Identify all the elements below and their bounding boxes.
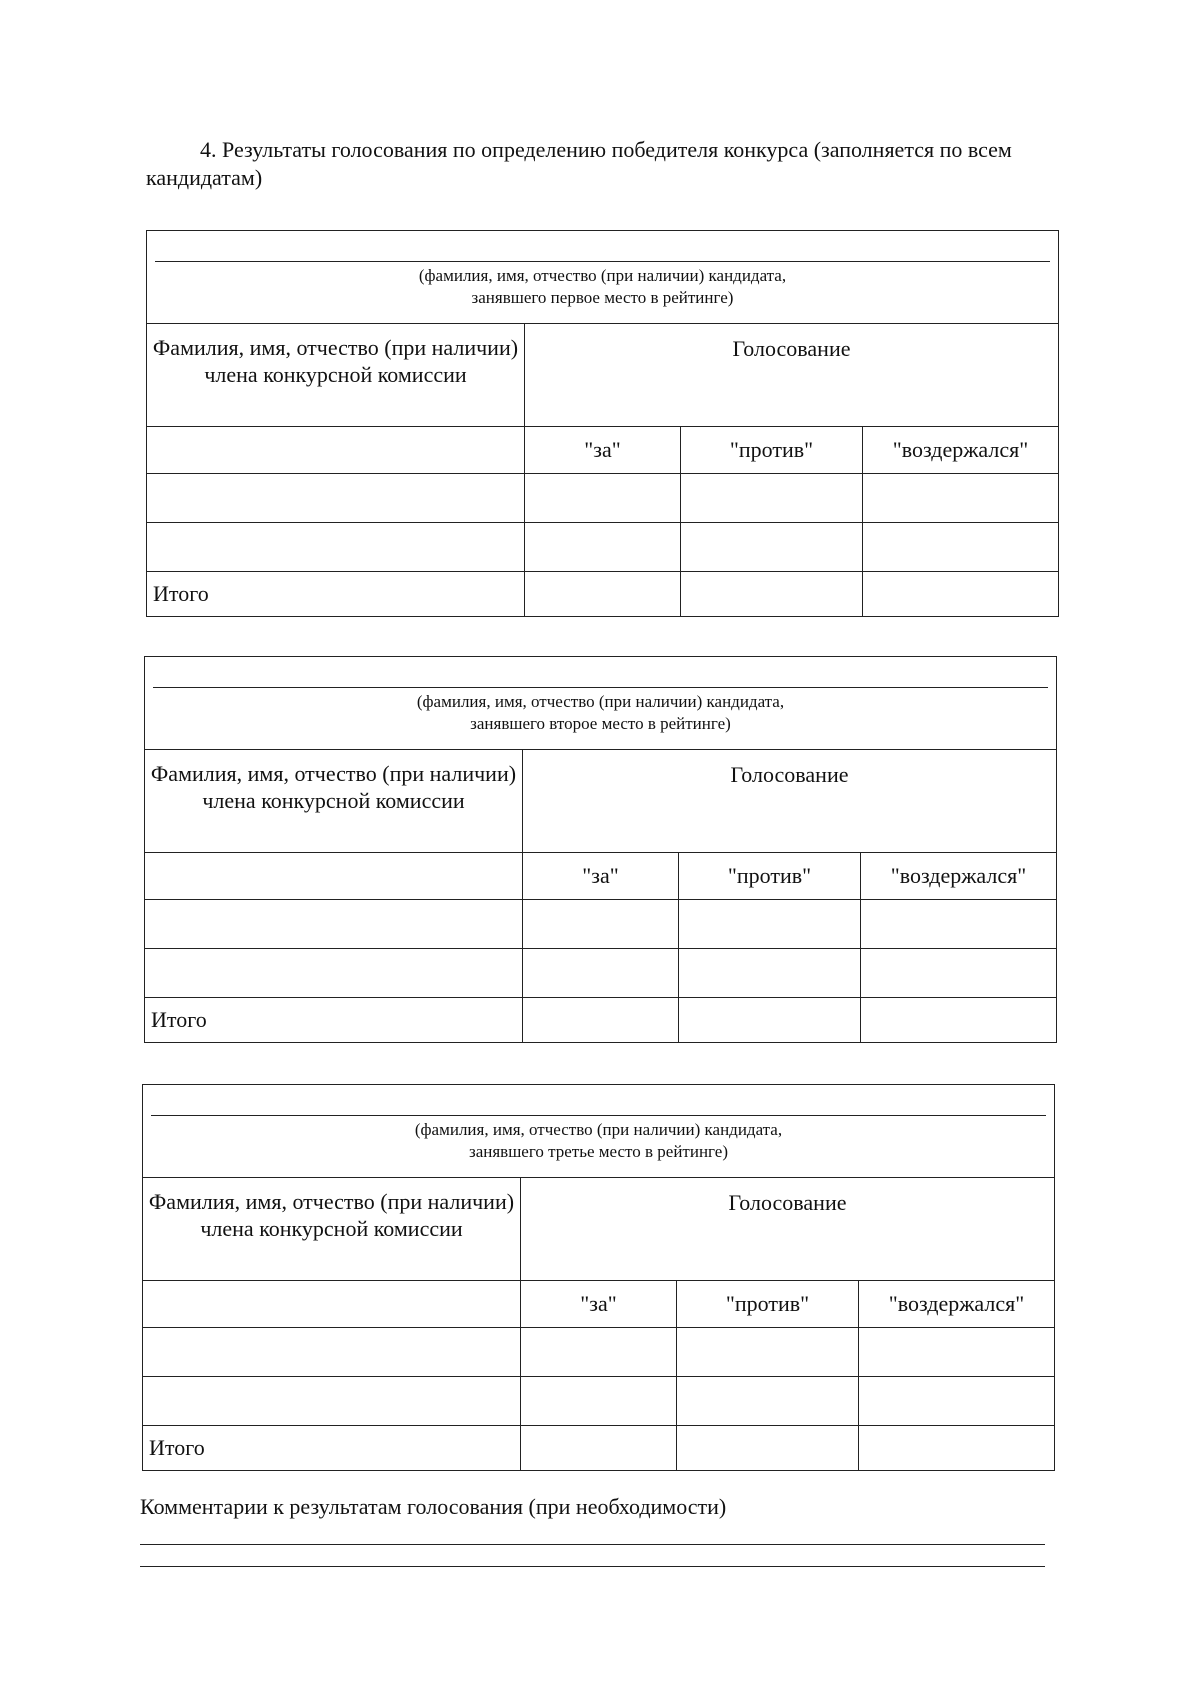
total-row — [143, 1426, 1055, 1471]
table-row — [145, 949, 1057, 998]
section-heading-line-1: 4. Результаты голосования по определению победителя конкурса (заполняется по всем — [200, 137, 1012, 162]
total-against-cell[interactable] — [679, 998, 861, 1043]
option-abstained: "воздержался" — [861, 853, 1057, 900]
for-cell[interactable] — [523, 949, 679, 998]
option-against: "против" — [679, 853, 861, 900]
abstained-cell[interactable] — [859, 1377, 1055, 1426]
section-heading-line-2: кандидатам) — [146, 165, 263, 190]
option-for: "за" — [523, 853, 679, 900]
option-against: "против" — [681, 427, 863, 474]
total-against-cell[interactable] — [677, 1426, 859, 1471]
candidate-name-field[interactable] — [143, 1085, 1055, 1178]
option-for: "за" — [525, 427, 681, 474]
candidate-name-line — [155, 261, 1050, 262]
table-row — [145, 900, 1057, 949]
candidate-caption: (фамилия, имя, отчество (при наличии) кандидата, занявшего третье место в рейтинге) — [414, 1120, 783, 1161]
candidate-name-line — [153, 687, 1048, 688]
comment-line-2[interactable] — [140, 1566, 1045, 1567]
total-label: Итого — [147, 572, 525, 617]
total-abstained-cell[interactable] — [859, 1426, 1055, 1471]
voting-table-first-place — [146, 230, 1059, 617]
for-cell[interactable] — [525, 474, 681, 523]
for-cell[interactable] — [521, 1377, 677, 1426]
option-abstained: "воздержался" — [863, 427, 1059, 474]
for-cell[interactable] — [523, 900, 679, 949]
total-row — [145, 998, 1057, 1043]
total-row — [147, 572, 1059, 617]
table-row — [143, 1328, 1055, 1377]
member-name-header: Фамилия, имя, отчество (при наличии) члена конкурсной комиссии — [145, 750, 523, 853]
option-against: "против" — [677, 1281, 859, 1328]
for-cell[interactable] — [521, 1328, 677, 1377]
against-cell[interactable] — [681, 523, 863, 572]
member-name-cell[interactable] — [147, 523, 525, 572]
total-for-cell[interactable] — [525, 572, 681, 617]
table-row — [147, 523, 1059, 572]
against-cell[interactable] — [679, 900, 861, 949]
member-name-header: Фамилия, имя, отчество (при наличии) члена конкурсной комиссии — [147, 324, 525, 427]
abstained-cell[interactable] — [863, 523, 1059, 572]
abstained-cell[interactable] — [859, 1328, 1055, 1377]
total-abstained-cell[interactable] — [863, 572, 1059, 617]
candidate-name-field[interactable] — [145, 657, 1057, 750]
comment-line-1[interactable] — [140, 1544, 1045, 1545]
total-for-cell[interactable] — [521, 1426, 677, 1471]
candidate-name-field[interactable] — [147, 231, 1059, 324]
option-for: "за" — [521, 1281, 677, 1328]
candidate-caption: (фамилия, имя, отчество (при наличии) кандидата, занявшего второе место в рейтинге) — [416, 692, 785, 733]
section-heading — [146, 136, 1106, 192]
total-against-cell[interactable] — [681, 572, 863, 617]
total-label: Итого — [143, 1426, 521, 1471]
voting-table-second-place — [144, 656, 1057, 1043]
for-cell[interactable] — [525, 523, 681, 572]
member-name-cell[interactable] — [145, 900, 523, 949]
abstained-cell[interactable] — [861, 900, 1057, 949]
against-cell[interactable] — [677, 1328, 859, 1377]
member-name-cell[interactable] — [145, 949, 523, 998]
table-row — [143, 1377, 1055, 1426]
voting-header: Голосование — [523, 750, 1057, 853]
member-name-cell[interactable] — [147, 474, 525, 523]
comments-label: Комментарии к результатам голосования (при необходимости) — [140, 1494, 727, 1519]
candidate-name-line — [151, 1115, 1046, 1116]
member-name-cell[interactable] — [143, 1328, 521, 1377]
total-for-cell[interactable] — [523, 998, 679, 1043]
abstained-cell[interactable] — [863, 474, 1059, 523]
member-name-subheader — [143, 1281, 521, 1328]
candidate-caption: (фамилия, имя, отчество (при наличии) кандидата, занявшего первое место в рейтинге) — [418, 266, 787, 307]
total-abstained-cell[interactable] — [861, 998, 1057, 1043]
against-cell[interactable] — [677, 1377, 859, 1426]
against-cell[interactable] — [681, 474, 863, 523]
against-cell[interactable] — [679, 949, 861, 998]
table-row — [147, 474, 1059, 523]
member-name-subheader — [145, 853, 523, 900]
member-name-subheader — [147, 427, 525, 474]
member-name-cell[interactable] — [143, 1377, 521, 1426]
voting-header: Голосование — [525, 324, 1059, 427]
option-abstained: "воздержался" — [859, 1281, 1055, 1328]
voting-header: Голосование — [521, 1178, 1055, 1281]
member-name-header: Фамилия, имя, отчество (при наличии) члена конкурсной комиссии — [143, 1178, 521, 1281]
abstained-cell[interactable] — [861, 949, 1057, 998]
voting-table-third-place — [142, 1084, 1055, 1471]
total-label: Итого — [145, 998, 523, 1043]
